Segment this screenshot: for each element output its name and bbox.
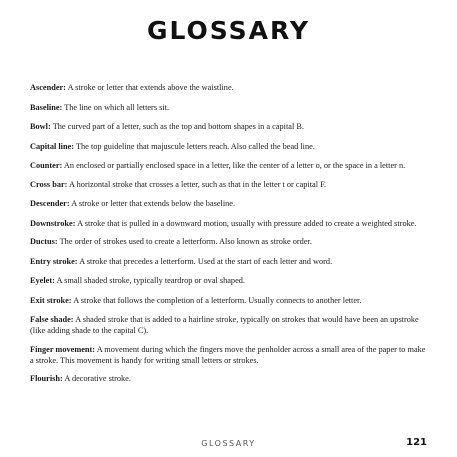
glossary-entry-cross-bar (30, 179, 430, 190)
glossary-list (30, 82, 430, 393)
glossary-definition: A horizontal stroke that crosses a letter, such as that in the letter t or capital F. (69, 179, 327, 189)
glossary-definition: A stroke or letter that extends below the baseline. (71, 199, 236, 208)
glossary-entry-finger-movement (30, 344, 430, 366)
glossary-entry-capital-line (30, 141, 430, 152)
glossary-entry-ascender (30, 82, 430, 93)
glossary-definition: An enclosed or partially enclosed space in a letter, like the center of a letter o, or the space in a letter n. (63, 161, 406, 170)
glossary-term: Ductus: (30, 237, 58, 246)
glossary-definition: A stroke that is pulled in a downward motion, usually with pressure added to create a weighted stroke. (77, 218, 417, 228)
glossary-definition: A stroke that follows the completion of a letterform. Usually connects to another letter. (73, 295, 362, 305)
glossary-term: Capital line: (30, 141, 75, 151)
glossary-definition: A stroke or letter that extends above the waistline. (67, 83, 234, 92)
glossary-term: Descender: (30, 199, 70, 208)
page-number: 121 (406, 437, 427, 448)
glossary-definition: The line on which all letters sit. (64, 102, 170, 112)
glossary-term: Eyelet: (30, 276, 55, 285)
glossary-definition: The order of strokes used to create a letterform. Also known as stroke order. (59, 237, 312, 246)
glossary-term: Flourish: (30, 374, 63, 383)
glossary-entry-baseline (30, 102, 430, 113)
glossary-definition: A stroke that precedes a letterform. Used at the start of each letter and word. (79, 256, 333, 266)
glossary-entry-descender (30, 198, 430, 209)
glossary-definition: A shaded stroke that is added to a hairline stroke, typically on strokes that would have been an upstroke (like adding shade to the capital C). (30, 315, 419, 335)
glossary-definition: The curved part of a letter, such as the top and bottom shapes in a capital B. (52, 122, 304, 131)
glossary-term: Baseline: (30, 102, 63, 112)
glossary-entry-flourish (30, 373, 430, 384)
glossary-term: Downstroke: (30, 218, 76, 228)
glossary-definition: The top guideline that majuscule letters reach. Also called the bead line. (75, 141, 315, 151)
glossary-term: Cross bar: (30, 179, 68, 189)
page-footer (0, 437, 457, 451)
glossary-entry-eyelet (30, 275, 430, 286)
glossary-entry-ductus (30, 236, 430, 247)
glossary-entry-entry-stroke (30, 256, 430, 267)
glossary-term: Exit stroke: (30, 295, 72, 305)
glossary-entry-bowl (30, 121, 430, 132)
running-footer-label: GLOSSARY (201, 439, 256, 448)
glossary-term: Counter: (30, 161, 63, 170)
glossary-entry-exit-stroke (30, 295, 430, 306)
glossary-definition: A small shaded stroke, typically teardrop or oval shaped. (56, 276, 245, 285)
glossary-definition: A movement during which the fingers move the penholder across a small area of the paper to make a stroke. This movement is handy for writing small letters or strokes. (30, 344, 426, 365)
glossary-entry-false-shade (30, 314, 430, 336)
glossary-term: Ascender: (30, 83, 66, 92)
glossary-term: Entry stroke: (30, 256, 78, 266)
glossary-definition: A decorative stroke. (64, 374, 131, 383)
glossary-entry-counter (30, 160, 430, 171)
glossary-entry-downstroke (30, 218, 430, 229)
glossary-term: Finger movement: (30, 344, 96, 354)
glossary-term: Bowl: (30, 122, 51, 131)
page-title: GLOSSARY (146, 15, 311, 45)
glossary-term: False shade: (30, 315, 74, 324)
